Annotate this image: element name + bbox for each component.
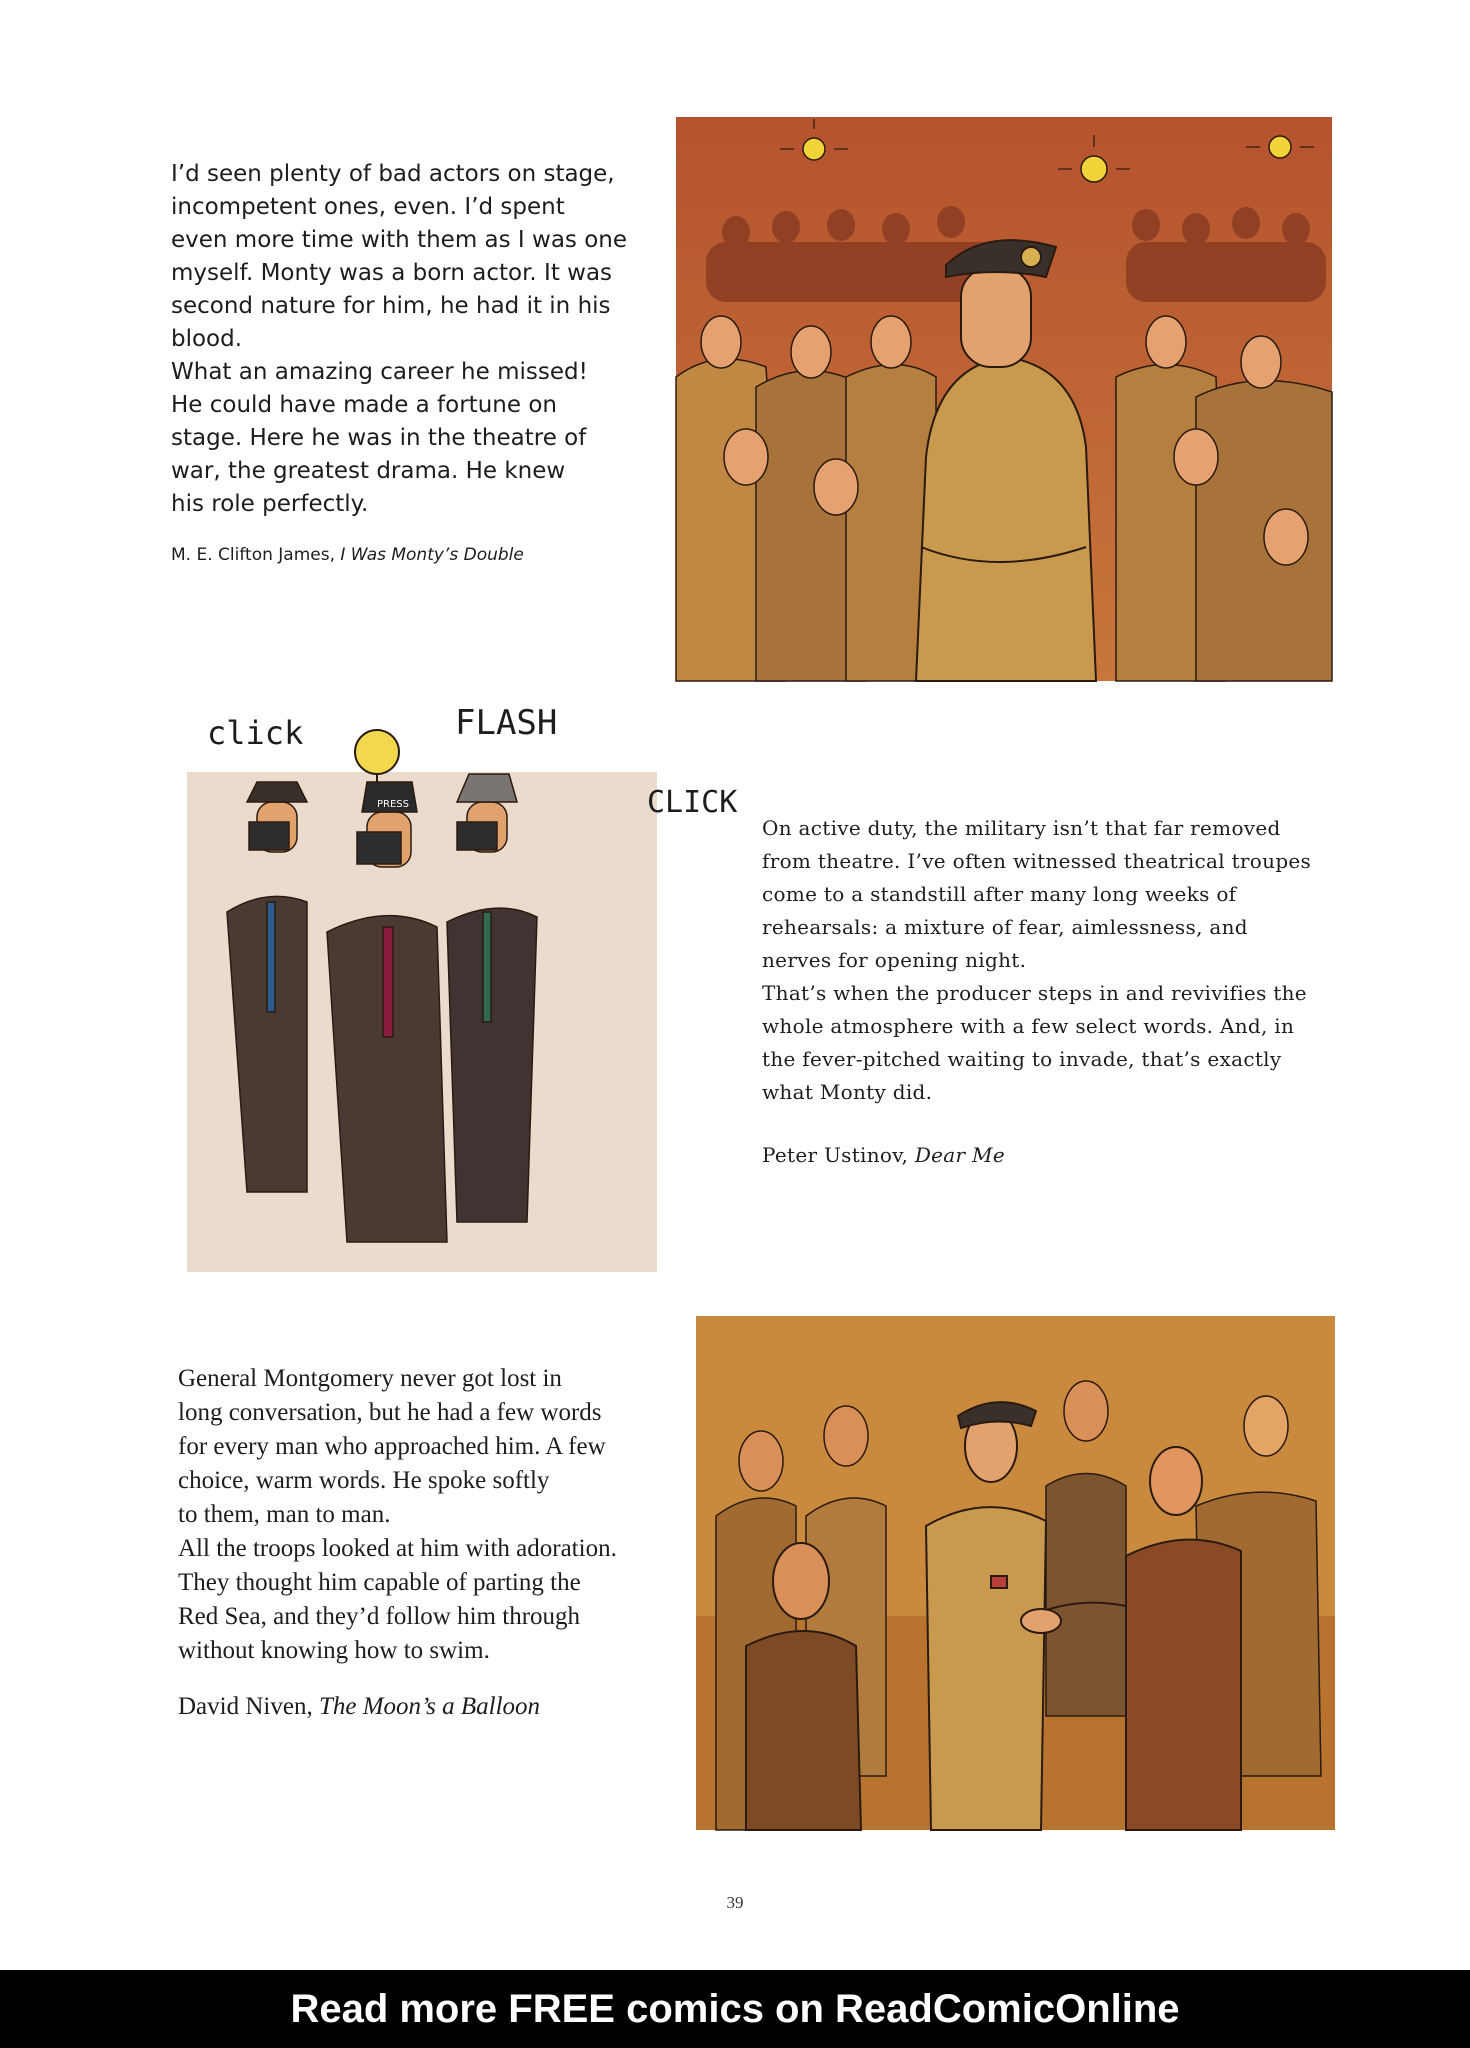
quote-line: blood. <box>171 326 243 352</box>
attribution-author: David Niven, <box>178 1693 313 1720</box>
quote-line: second nature for him, he had it in his <box>171 293 611 319</box>
attribution-work: The Moon’s a Balloon <box>318 1693 541 1720</box>
quote-line: nerves for opening night. <box>762 948 1027 972</box>
panel-monty-crowd <box>676 117 1332 681</box>
quote-ustinov <box>762 812 1322 1172</box>
illustration-monty-crowd <box>676 117 1332 681</box>
quote-line: from theatre. I’ve often witnessed theatrical troupes <box>762 849 1312 873</box>
hat-press-label: PRESS <box>377 799 409 810</box>
quote-line: come to a standstill after many long weeks of <box>762 882 1237 906</box>
quote-line: long conversation, but he had a few words <box>178 1399 602 1426</box>
quote-line: the fever-pitched waiting to invade, that’s exactly <box>762 1047 1282 1071</box>
illustration-press <box>187 703 738 1282</box>
attribution-author: M. E. Clifton James, <box>171 545 335 565</box>
quote-line: without knowing how to swim. <box>178 1637 490 1664</box>
quote-line: stage. Here he was in the theatre of <box>171 425 587 451</box>
quote-clifton-james <box>171 158 641 567</box>
quote-line: his role perfectly. <box>171 491 369 517</box>
quote-attribution <box>762 1139 1322 1172</box>
sfx-flash: FLASH <box>455 703 558 743</box>
panel-press-photographers <box>187 703 738 1282</box>
panel-monty-handshake <box>696 1316 1335 1830</box>
quote-line: rehearsals: a mixture of fear, aimlessness, and <box>762 915 1248 939</box>
handshake-icon <box>1021 1609 1061 1633</box>
quote-line: war, the greatest drama. He knew <box>171 458 566 484</box>
quote-niven <box>178 1362 678 1724</box>
quote-line: choice, warm words. He spoke softly <box>178 1467 550 1494</box>
camera-icon <box>249 822 289 850</box>
quote-line: I’d seen plenty of bad actors on stage, <box>171 161 615 187</box>
sfx-click-right: CLICK <box>647 785 738 820</box>
page-number: 39 <box>726 1893 744 1912</box>
sfx-click-left: click <box>207 714 304 752</box>
quote-line: That’s when the producer steps in and revivifies the <box>762 981 1307 1005</box>
quote-attribution <box>178 1690 678 1724</box>
medal-ribbon-icon <box>991 1576 1007 1588</box>
illustration-handshake <box>696 1316 1335 1830</box>
quote-line: myself. Monty was a born actor. It was <box>171 260 613 286</box>
attribution-work: I Was Monty’s Double <box>340 545 524 565</box>
quote-line: to them, man to man. <box>178 1501 391 1528</box>
quote-line: for every man who approached him. A few <box>178 1433 606 1460</box>
quote-line: On active duty, the military isn’t that far removed <box>762 816 1281 840</box>
camera-icon <box>357 832 401 864</box>
quote-attribution <box>171 543 641 567</box>
quote-line: Red Sea, and they’d follow him through <box>178 1603 581 1630</box>
promo-banner[interactable]: Read more FREE comics on ReadComicOnline <box>0 1970 1470 2048</box>
quote-line: What an amazing career he missed! <box>171 359 588 385</box>
quote-line: whole atmosphere with a few select words. And, in <box>762 1014 1295 1038</box>
quote-line: even more time with them as I was one <box>171 227 628 253</box>
camera-icon <box>457 822 497 850</box>
quote-line: incompetent ones, even. I’d spent <box>171 194 565 220</box>
quote-line: He could have made a fortune on <box>171 392 557 418</box>
quote-line: They thought him capable of parting the <box>178 1569 581 1596</box>
quote-line: General Montgomery never got lost in <box>178 1365 562 1392</box>
quote-line: All the troops looked at him with adoration. <box>178 1535 617 1562</box>
quote-line: what Monty did. <box>762 1080 933 1104</box>
attribution-work: Dear Me <box>914 1143 1005 1167</box>
attribution-author: Peter Ustinov, <box>762 1143 909 1167</box>
